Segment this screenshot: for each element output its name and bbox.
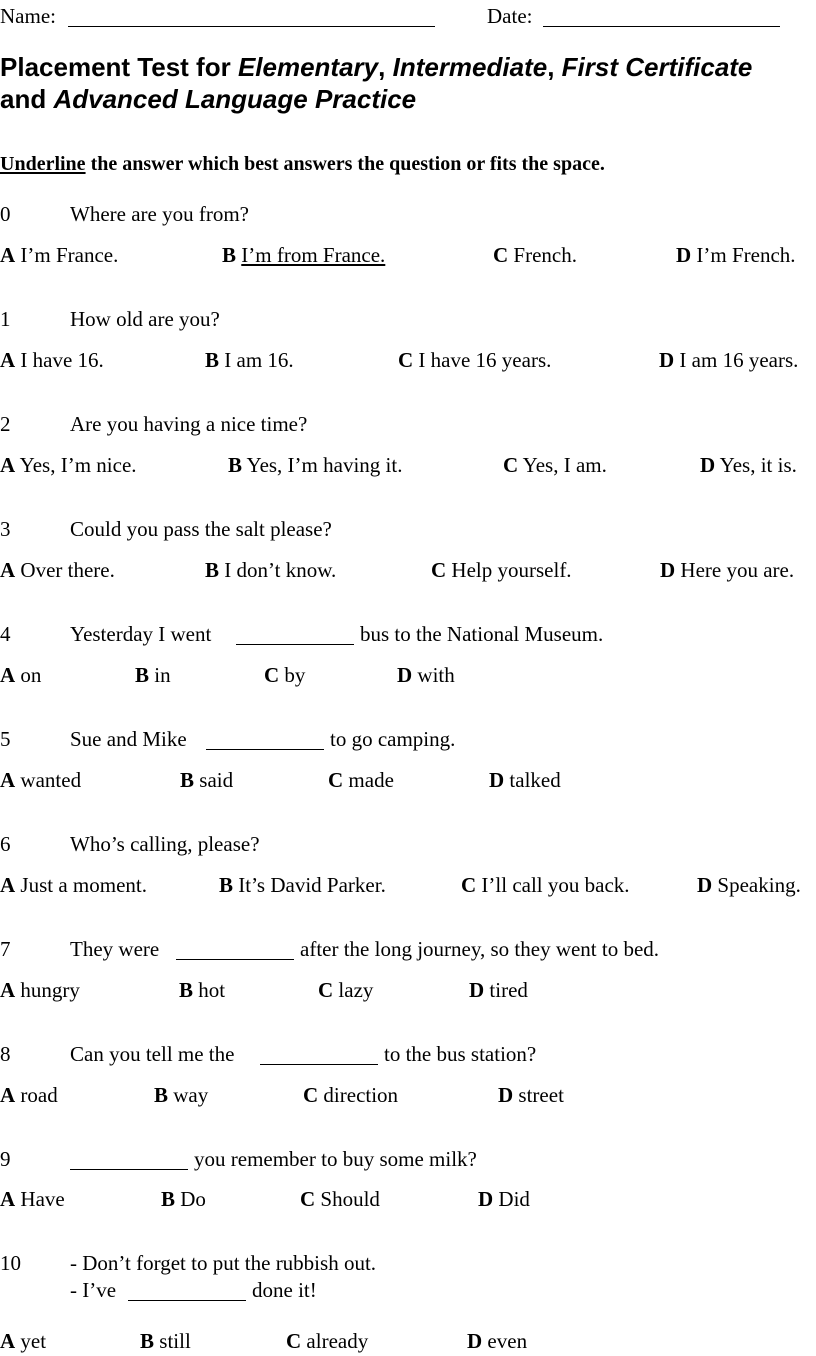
option-c[interactable]: C already xyxy=(286,1329,369,1353)
question-stem-continued: bus to the National Museum. xyxy=(360,622,604,646)
option-a[interactable]: A wanted xyxy=(0,768,82,792)
question-number: 4 xyxy=(0,622,11,646)
option-c[interactable]: C Yes, I am. xyxy=(503,453,607,477)
question-stem: Are you having a nice time? xyxy=(70,412,308,436)
option-b[interactable]: B I am 16. xyxy=(205,348,294,372)
option-a[interactable]: A Just a moment. xyxy=(0,873,147,897)
question-stem: Sue and Mike xyxy=(70,727,187,751)
option-d[interactable]: D tired xyxy=(469,978,528,1002)
question-number: 5 xyxy=(0,727,11,751)
option-d[interactable]: D Here you are. xyxy=(660,558,795,582)
option-c[interactable]: C I’ll call you back. xyxy=(461,873,630,897)
option-c[interactable]: C I have 16 years. xyxy=(398,348,552,372)
option-a[interactable]: A hungry xyxy=(0,978,80,1002)
option-a[interactable]: A I’m France. xyxy=(0,243,119,267)
option-b[interactable]: B Yes, I’m having it. xyxy=(228,453,403,477)
option-a[interactable]: A I have 16. xyxy=(0,348,104,372)
option-c[interactable]: C direction xyxy=(303,1083,399,1107)
option-d[interactable]: D Speaking. xyxy=(697,873,801,897)
question-number: 0 xyxy=(0,202,11,226)
question-stem: Can you tell me the xyxy=(70,1042,235,1066)
option-c[interactable]: C by xyxy=(264,663,306,687)
option-a[interactable]: A road xyxy=(0,1083,58,1107)
answer-blank[interactable] xyxy=(128,1300,246,1301)
instructions: Underline the answer which best answers the question or fits the space. xyxy=(0,153,605,175)
question-stem-line-2: - I’ve xyxy=(70,1278,117,1302)
option-b[interactable]: B Do xyxy=(161,1187,206,1211)
question-number: 8 xyxy=(0,1042,11,1066)
question-stem-continued: after the long journey, so they went to bed. xyxy=(300,937,660,961)
option-c[interactable]: C Should xyxy=(300,1187,380,1211)
option-b[interactable]: B It’s David Parker. xyxy=(219,873,386,897)
page-title-line-2: and Advanced Language Practice xyxy=(0,84,417,114)
option-a[interactable]: A yet xyxy=(0,1329,47,1353)
question-number: 7 xyxy=(0,937,11,961)
question-number: 9 xyxy=(0,1147,11,1171)
question-number: 10 xyxy=(0,1251,21,1275)
option-a[interactable]: A Over there. xyxy=(0,558,115,582)
answer-blank[interactable] xyxy=(176,959,294,960)
option-d[interactable]: D Did xyxy=(478,1187,530,1211)
name-label: Name: xyxy=(0,4,56,28)
option-d[interactable]: D I’m French. xyxy=(676,243,796,267)
option-d[interactable]: D with xyxy=(397,663,455,687)
option-a[interactable]: A on xyxy=(0,663,42,687)
question-stem: Who’s calling, please? xyxy=(70,832,260,856)
option-c[interactable]: C made xyxy=(328,768,394,792)
option-d[interactable]: D even xyxy=(467,1329,528,1353)
question-stem-continued: to go camping. xyxy=(330,727,456,751)
question-number: 1 xyxy=(0,307,11,331)
option-d[interactable]: D talked xyxy=(489,768,561,792)
option-b[interactable]: B said xyxy=(180,768,234,792)
question-stem-continued: done it! xyxy=(252,1278,317,1302)
option-d[interactable]: D I am 16 years. xyxy=(659,348,799,372)
option-b[interactable]: B in xyxy=(135,663,171,687)
question-stem: Where are you from? xyxy=(70,202,249,226)
page-title-line-1: Placement Test for Elementary, Intermediate, First Certificate xyxy=(0,52,753,82)
date-label: Date: xyxy=(487,4,533,28)
name-field[interactable] xyxy=(68,26,435,27)
option-a[interactable]: A Have xyxy=(0,1187,65,1211)
question-stem: Could you pass the salt please? xyxy=(70,517,332,541)
option-d[interactable]: D street xyxy=(498,1083,564,1107)
option-b[interactable]: B way xyxy=(154,1083,209,1107)
question-stem: Yesterday I went xyxy=(70,622,212,646)
answer-blank[interactable] xyxy=(206,749,324,750)
option-b[interactable]: B hot xyxy=(179,978,226,1002)
question-stem-continued: you remember to buy some milk? xyxy=(194,1147,477,1171)
option-d[interactable]: D Yes, it is. xyxy=(700,453,797,477)
answer-blank[interactable] xyxy=(260,1064,378,1065)
date-field[interactable] xyxy=(543,26,780,27)
question-number: 6 xyxy=(0,832,11,856)
question-number: 3 xyxy=(0,517,11,541)
question-stem: They were xyxy=(70,937,160,961)
option-b[interactable]: B still xyxy=(140,1329,191,1353)
option-c[interactable]: C French. xyxy=(493,243,577,267)
question-stem: - Don’t forget to put the rubbish out. xyxy=(70,1251,377,1275)
answer-blank[interactable] xyxy=(70,1169,188,1170)
option-b[interactable]: B I don’t know. xyxy=(205,558,337,582)
question-stem: How old are you? xyxy=(70,307,220,331)
question-stem-continued: to the bus station? xyxy=(384,1042,537,1066)
option-b[interactable]: B I’m from France. xyxy=(222,243,386,267)
option-a[interactable]: A Yes, I’m nice. xyxy=(0,453,137,477)
question-number: 2 xyxy=(0,412,11,436)
answer-blank[interactable] xyxy=(236,644,354,645)
option-c[interactable]: C Help yourself. xyxy=(431,558,572,582)
option-c[interactable]: C lazy xyxy=(318,978,374,1002)
